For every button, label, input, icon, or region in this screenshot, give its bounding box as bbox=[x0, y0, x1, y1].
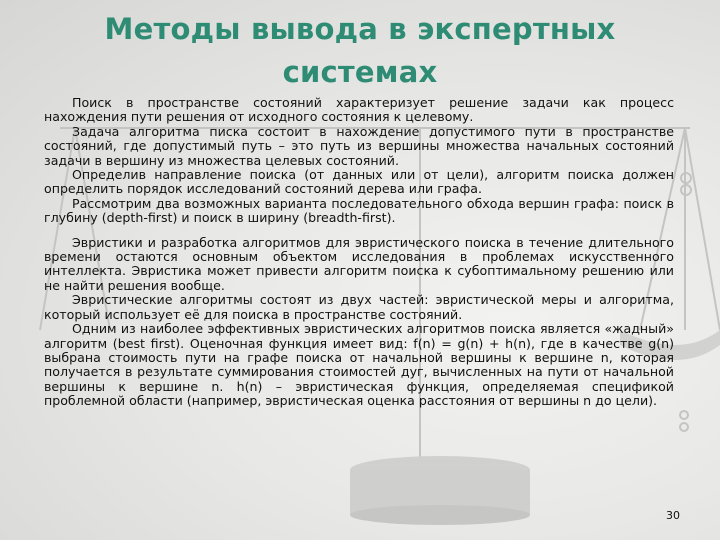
paragraph: Задача алгоритма писка состоит в нахождение допустимого пути в пространстве состояний, где допустимый путь – это путь из вершины множества начальных состояний задачи в вершину из множества целевых состояний. bbox=[44, 123, 674, 168]
slide-body bbox=[44, 96, 674, 409]
paragraph: Одним из наиболее эффективных эвристических алгоритмов поиска является «жадный» алгоритм (best first). Оценочная функция имеет вид: f(n) = g(n) + h(n), где в качестве g(n) выбрана стоимость пути на графе поиска от начальной вершины к вершине n, которая получается в результате суммирования стоимостей дуг, вычисленных на пути от начальной вершины к вершине n. h(n) – эвристическая функция, определяемая спецификой проблемной области (например, эвристическая оценка расстояния от вершины n до цели). bbox=[44, 321, 674, 409]
paragraph: Определив направление поиска (от данных или от цели), алгоритм поиска должен определить порядок исследований состояний дерева или графа. bbox=[44, 167, 674, 197]
paragraph: Рассмотрим два возможных варианта последовательного обхода вершин графа: поиск в глубину (depth-first) и поиск в ширину (breadth-first). bbox=[44, 195, 674, 226]
title-line-1: Методы вывода в экспертных bbox=[104, 12, 616, 46]
slide-title bbox=[60, 8, 660, 94]
title-line-2: системах bbox=[282, 55, 438, 89]
paragraph: Эвристики и разработка алгоритмов для эвристического поиска в течение длительного времени остаются основным объектом исследования в проблемах искусственного интеллекта. Эвристика может привести алгоритм поиска к субоптимальному решению или не найти решения вообще. bbox=[44, 234, 674, 293]
paragraph: Поиск в пространстве состояний характеризует решение задачи как процесс нахождения пути решения от исходного состояния к целевому. bbox=[44, 95, 674, 125]
page-number: 30 bbox=[666, 509, 680, 522]
paragraph: Эвристические алгоритмы состоят из двух частей: эвристической меры и алгоритма, который использует её для поиска в пространстве состояний. bbox=[44, 292, 674, 322]
